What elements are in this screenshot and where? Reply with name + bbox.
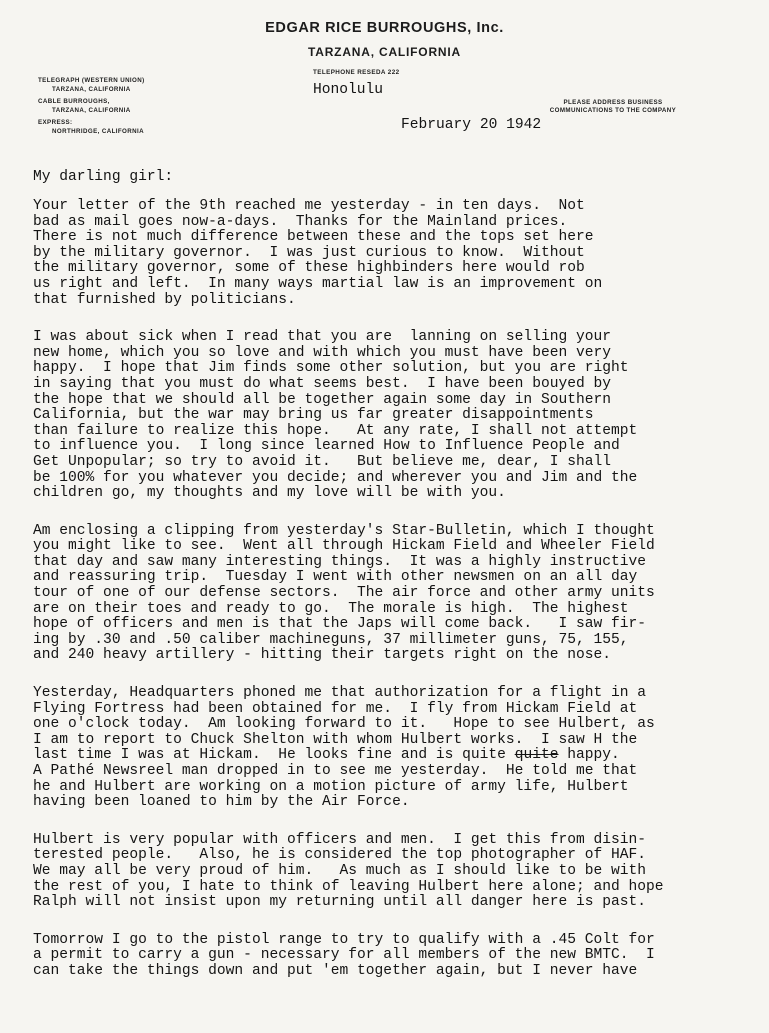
contact-cable [38, 98, 145, 115]
letter-paragraph [33, 199, 745, 308]
contact-express [38, 119, 145, 136]
contact-label: EXPRESS: [38, 119, 73, 127]
letter-line: in saying that you must do what seems best. I have been bouyed by [33, 375, 612, 392]
letter-line: than failure to realize this hope. At any rate, I shall not attempt [33, 422, 638, 439]
letter-line: the rest of you, I hate to think of leaving Hulbert here alone; and hope [33, 878, 664, 895]
letter-line: terested people. Also, he is considered the top photographer of HAF. [33, 847, 647, 864]
letter-line: tour of one of our defense sectors. The air force and other army units [33, 585, 655, 602]
letter-line: and 240 heavy artillery - hitting their targets right on the nose. [33, 647, 612, 664]
letter-line: I am to report to Chuck Shelton with whom Hulbert works. I saw H the [33, 731, 638, 748]
letterhead-company: EDGAR RICE BURROUGHS, Inc. [265, 20, 504, 36]
letterhead-contacts [38, 77, 145, 141]
letter-line: to influence you. I long since learned How to Influence People and [33, 438, 620, 455]
address-note [528, 99, 698, 116]
letter-line: children go, my thoughts and my love will be with you. [33, 485, 506, 502]
letter-paragraph [33, 330, 745, 502]
letter-line: I was about sick when I read that you are lanning on selling your [33, 329, 612, 346]
letter-line: Hulbert is very popular with officers and men. I get this from disin- [33, 831, 647, 848]
letter-line: Am enclosing a clipping from yesterday's Star-Bulletin, which I thought [33, 522, 655, 539]
letter-line: Your letter of the 9th reached me yesterday - in ten days. Not [33, 198, 585, 214]
contact-detail: TARZANA, CALIFORNIA [52, 85, 131, 93]
letter-line: can take the things down and put 'em together again, but I never have [33, 962, 638, 979]
letter-line: by the military governor. I was just curious to know. Without [33, 244, 585, 261]
letterhead-telephone: TELEPHONE RESEDA 222 [313, 69, 400, 76]
letter-line: he and Hulbert are working on a motion picture of army life, Hulbert [33, 778, 629, 795]
letter-line: Flying Fortress had been obtained for me. I fly from Hickam Field at [33, 700, 638, 717]
letter-line: are on their toes and ready to go. The morale is high. The highest [33, 600, 629, 617]
letter-line: happy. I hope that Jim finds some other solution, but you are right [33, 360, 629, 377]
letter-line: ing by .30 and .50 caliber machineguns, 37 millimeter guns, 75, 155, [33, 631, 629, 648]
letter-line: Get Unpopular; so try to avoid it. But believe me, dear, I shall [33, 453, 612, 470]
letter-date: February 20 1942 [401, 117, 542, 133]
letter-line: having been loaned to him by the Air Force. [33, 794, 410, 811]
letter-line: the military governor, some of these highbinders here would rob [33, 260, 585, 277]
contact-telegraph [38, 77, 145, 94]
letter-salutation: My darling girl: [33, 169, 174, 185]
letter-line: California, but the war may bring us far greater disappointments [33, 407, 594, 424]
letterhead-city: TARZANA, CALIFORNIA [308, 45, 461, 59]
letter-paragraph [33, 524, 745, 664]
letter-line: a permit to carry a gun - necessary for all members of the new BMTC. I [33, 947, 655, 964]
letter-line: us right and left. In many ways martial law is an improvement on [33, 275, 603, 292]
contact-label: CABLE BURROUGHS, [38, 98, 110, 106]
letter-paragraph [33, 833, 745, 911]
letter-line: hope of officers and men is that the Japs will come back. I saw fir- [33, 616, 647, 633]
letter-line: you might like to see. Went all through Hickam Field and Wheeler Field [33, 538, 655, 555]
letter-line: that day and saw many interesting things. It was a highly instructive [33, 553, 647, 570]
contact-label: TELEGRAPH (WESTERN UNION) [38, 77, 145, 84]
address-note-line: PLEASE ADDRESS BUSINESS [563, 99, 663, 106]
letter-line: new home, which you so love and with which you must have been very [33, 344, 612, 361]
struck-word: quite [514, 747, 559, 764]
letter-line: bad as mail goes now-a-days. Thanks for the Mainland prices. [33, 213, 568, 230]
letter-line: and reassuring trip. Tuesday I went with other newsmen on an all day [33, 569, 638, 586]
letter-place: Honolulu [313, 82, 384, 98]
letter-line: Ralph will not insist upon my returning until all danger here is past. [33, 894, 647, 911]
letter-line: one o'clock today. Am looking forward to it. Hope to see Hulbert, as [33, 716, 655, 733]
address-note-line: COMMUNICATIONS TO THE COMPANY [549, 107, 677, 115]
letter-line: We may all be very proud of him. As much as I should like to be with [33, 862, 647, 879]
letter-line: There is not much difference between these and the tops set here [33, 229, 594, 246]
letter-line: that furnished by politicians. [33, 291, 296, 308]
letter-line: be 100% for you whatever you decide; and wherever you and Jim and the [33, 469, 638, 486]
letter-line: A Pathé Newsreel man dropped in to see me yesterday. He told me that [33, 763, 638, 779]
letter-line: Tomorrow I go to the pistol range to try to qualify with a .45 Colt for [33, 931, 655, 948]
letter-line: Yesterday, Headquarters phoned me that authorization for a flight in a [33, 685, 647, 702]
contact-detail: NORTHRIDGE, CALIFORNIA [52, 127, 144, 135]
letter-line: the hope that we should all be together again some day in Southern [33, 391, 612, 408]
letter-body [33, 199, 745, 1002]
letter-paragraph [33, 933, 745, 980]
contact-detail: TARZANA, CALIFORNIA [52, 106, 131, 114]
letter-paragraph [33, 686, 745, 811]
letter-line: last time I was at Hickam. He looks fine and is quite quite happy. [33, 747, 620, 764]
